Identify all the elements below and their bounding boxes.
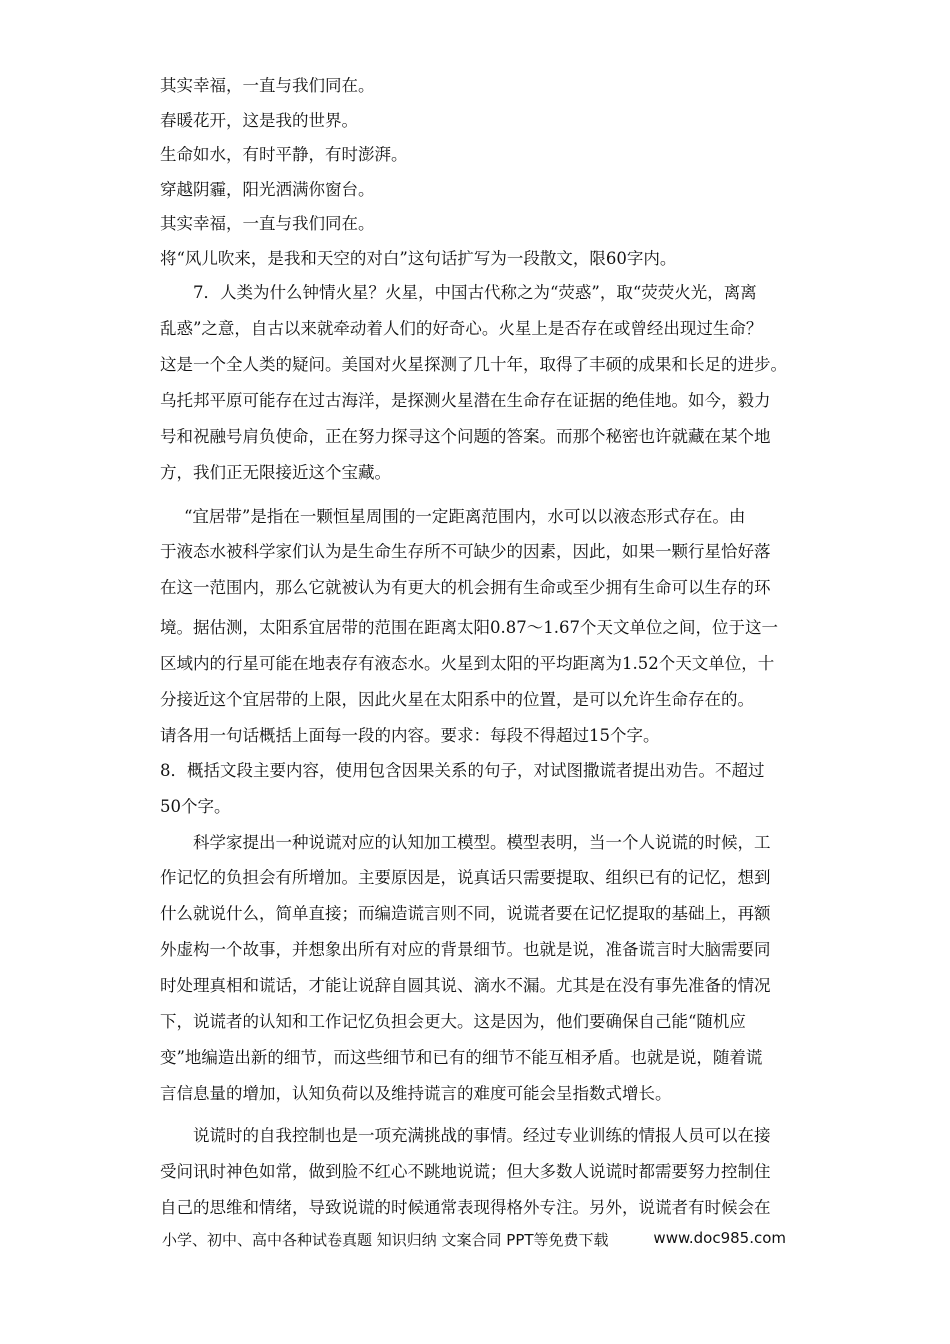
q7-paragraph-line: 这是一个全人类的疑问。美国对火星探测了几十年，取得了丰硕的成果和长足的进步。 [160, 355, 787, 374]
q7-instruction: 请各用一句话概括上面每一段的内容。要求：每段不得超过15个字。 [160, 726, 660, 745]
q8-paragraph-line: 说谎时的自我控制也是一项充满挑战的事情。经过专业训练的情报人员可以在接 [193, 1126, 771, 1145]
q8-prompt-line: 8．概括文段主要内容，使用包含因果关系的句子，对试图撒谎者提出劝告。不超过 [160, 761, 765, 780]
poem-instruction: 将“风儿吹来，是我和天空的对白”这句话扩写为一段散文，限60字内。 [160, 249, 677, 268]
q7-paragraph-line: 在这一范围内，那么它就被认为有更大的机会拥有生命或至少拥有生命可以生存的环 [160, 578, 771, 597]
q7-paragraph-line: 方，我们正无限接近这个宝藏。 [160, 463, 391, 482]
footer-website-link[interactable]: www.doc985.com [653, 1229, 786, 1247]
q7-paragraph-line: 分接近这个宜居带的上限，因此火星在太阳系中的位置，是可以允许生命存在的。 [160, 690, 754, 709]
q7-paragraph-line: 乌托邦平原可能存在过古海洋，是探测火星潜在生命存在证据的绝佳地。如今，毅力 [160, 391, 771, 410]
q8-paragraph-line: 变”地编造出新的细节，而这些细节和已有的细节不能互相矛盾。也就是说，随着谎 [160, 1048, 763, 1067]
poem-line: 穿越阴霾，阳光洒满你窗台。 [160, 180, 375, 199]
q7-paragraph-line: 区域内的行星可能在地表存有液态水。火星到太阳的平均距离为1.52个天文单位，十 [160, 654, 775, 673]
poem-line: 春暖花开，这是我的世界。 [160, 111, 358, 130]
q8-paragraph-line: 下，说谎者的认知和工作记忆负担会更大。这是因为，他们要确保自己能“随机应 [160, 1012, 746, 1031]
q7-paragraph-line: “宜居带”是指在一颗恒星周围的一定距离范围内，水可以以液态形式存在。由 [184, 507, 746, 526]
q8-paragraph-line: 自己的思维和情绪，导致说谎的时候通常表现得格外专注。另外，说谎者有时候会在 [160, 1198, 771, 1217]
q8-paragraph-line: 言信息量的增加，认知负荷以及维持谎言的难度可能会呈指数式增长。 [160, 1084, 672, 1103]
poem-line: 生命如水，有时平静，有时澎湃。 [160, 145, 408, 164]
poem-line: 其实幸福，一直与我们同在。 [160, 214, 375, 233]
q8-paragraph-line: 外虚构一个故事，并想象出所有对应的背景细节。也就是说，准备谎言时大脑需要同 [160, 940, 771, 959]
q7-paragraph-line: 7．人类为什么钟情火星？火星，中国古代称之为“荧惑”，取“荧荧火光，离离 [193, 283, 757, 302]
q7-paragraph-line: 乱惑”之意，自古以来就牵动着人们的好奇心。火星上是否存在或曾经出现过生命？ [160, 319, 763, 338]
page-footer [162, 1229, 786, 1253]
q8-paragraph-line: 时处理真相和谎话，才能让说辞自圆其说、滴水不漏。尤其是在没有事先准备的情况 [160, 976, 771, 995]
q8-prompt-line: 50个字。 [160, 797, 231, 816]
q8-paragraph-line: 什么就说什么，简单直接；而编造谎言则不同，说谎者要在记忆提取的基础上，再额 [160, 904, 771, 923]
q7-paragraph-line: 于液态水被科学家们认为是生命生存所不可缺少的因素，因此，如果一颗行星恰好落 [160, 542, 771, 561]
q7-paragraph-line: 号和祝融号肩负使命，正在努力探寻这个问题的答案。而那个秘密也许就藏在某个地 [160, 427, 771, 446]
footer-promo-text: 小学、初中、高中各种试卷真题 知识归纳 文案合同 PPT等免费下载 [162, 1231, 609, 1249]
poem-line: 其实幸福，一直与我们同在。 [160, 76, 375, 95]
q7-paragraph-line: 境。据估测，太阳系宜居带的范围在距离太阳0.87～1.67个天文单位之间，位于这一 [160, 618, 778, 637]
q8-paragraph-line: 科学家提出一种说谎对应的认知加工模型。模型表明，当一个人说谎的时候，工 [193, 833, 771, 852]
q8-paragraph-line: 受问讯时神色如常，做到脸不红心不跳地说谎；但大多数人说谎时都需要努力控制住 [160, 1162, 771, 1181]
q8-paragraph-line: 作记忆的负担会有所增加。主要原因是，说真话只需要提取、组织已有的记忆，想到 [160, 868, 771, 887]
